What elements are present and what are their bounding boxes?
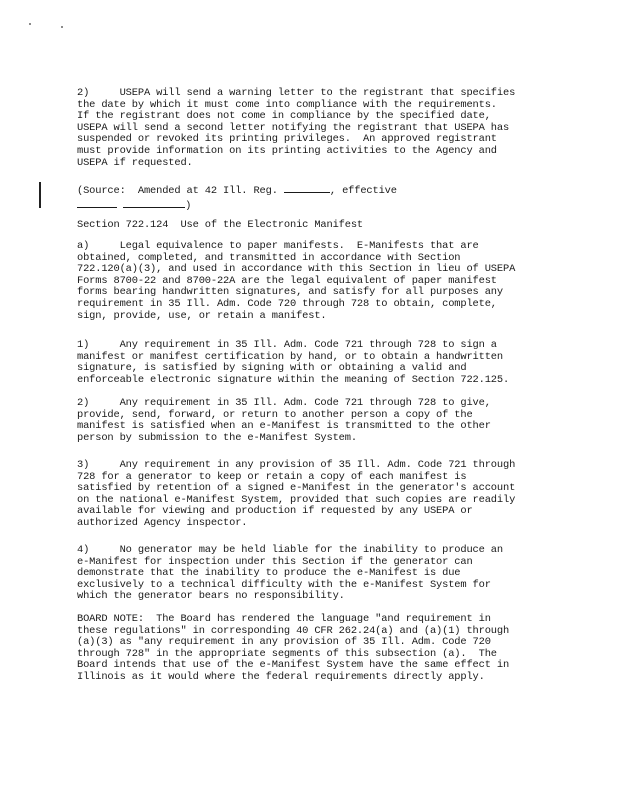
scan-speck [29, 23, 31, 25]
source-prefix: (Source: Amended at 42 Ill. Reg. [77, 185, 284, 197]
revision-bar [39, 182, 41, 208]
effective-day-blank [123, 198, 185, 208]
source-note [77, 183, 547, 212]
source-mid: , effective [329, 185, 397, 197]
effective-month-blank [77, 198, 117, 208]
paragraph-4-liability: 4) No generator may be held liable for the inability to produce an e-Manifest for inspection under this Section if the generator can demonstrate that the inability to produce the e-Manifest is due exclusively to a technical difficulty with the e-Manifest System for which the generator bears no responsibility. [77, 544, 503, 603]
section-heading: Section 722.124 Use of the Electronic Manifest [77, 219, 364, 231]
paragraph-3-retention: 3) Any requirement in any provision of 35 Ill. Adm. Code 721 through 728 for a generator to keep or retain a copy of each manifest is satisfied by retention of a signed e-Manifest in the generator's account on the national e-Manifest System, provided that such copies are readily available for viewing and production if requested by any USEPA or authorized Agency inspector. [77, 459, 516, 529]
board-note: BOARD NOTE: The Board has rendered the language "and requirement in these regulations" in corresponding 40 CFR 262.24(a) and (a)(1) through (a)(3) as "any requirement in any provision of 35 Ill. Adm. Code 720 through 728" in the appropriate segments of this subsection (a). The Board intends that use of the e-Manifest System have the same effect in Illinois as it would where the federal requirements directly apply. [77, 613, 510, 683]
paragraph-2-copy: 2) Any requirement in 35 Ill. Adm. Code 721 through 728 to give, provide, send, forward, or return to another person a copy of the manifest is satisfied when an e-Manifest is transmitted to the other person by submission to the e-Manifest System. [77, 397, 491, 444]
source-close: ) [185, 199, 192, 212]
paragraph-1-signature: 1) Any requirement in 35 Ill. Adm. Code 721 through 728 to sign a manifest or manifest certification by hand, or to obtain a handwritten signature, is satisfied by signing with or obtaining a valid and enforceable electronic signature within the meaning of Section 722.125. [77, 339, 510, 386]
scan-speck [61, 26, 63, 28]
paragraph-usepa-warning: 2) USEPA will send a warning letter to the registrant that specifies the date by which it must come into compliance with the requirements. If the registrant does not come in compliance by the specified date, USEPA will send a second letter notifying the registrant that USEPA has suspended or revoked its printing privileges. An approved registrant must provide information on its printing activities to the Agency and USEPA if requested. [77, 87, 516, 169]
paragraph-a-legal-equivalence: a) Legal equivalence to paper manifests. E-Manifests that are obtained, completed, and transmitted in accordance with Section 722.120(a)(3), and used in accordance with this Section in lieu of USEPA Forms 8700-22 and 8700-22A are the legal equivalent of paper manifest forms bearing handwritten signatures, and satisfy for all purposes any requirement in 35 Ill. Adm. Code 720 through 728 to obtain, complete, sign, provide, use, or retain a manifest. [77, 240, 516, 322]
source-date-blank [284, 183, 330, 193]
